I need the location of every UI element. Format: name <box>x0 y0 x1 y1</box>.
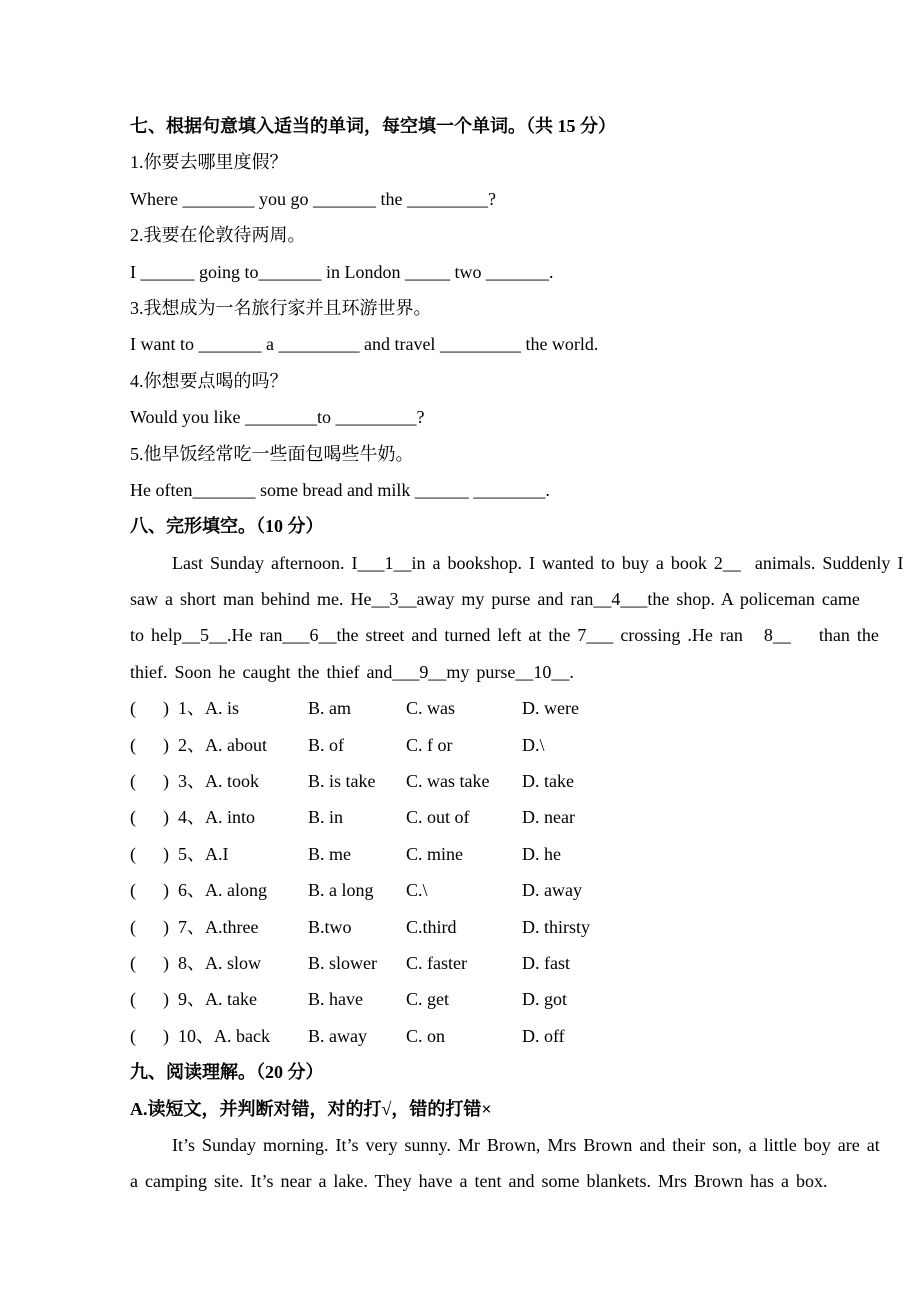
answer-paren: ( ) <box>130 916 169 937</box>
choice-option-c: C. was <box>406 698 455 719</box>
answer-paren: ( ) <box>130 989 169 1010</box>
choice-option-d: D. take <box>522 771 574 792</box>
choice-option-c: C.\ <box>406 880 428 901</box>
fill-blank-sentence-1: Where ________ you go _______ the _________? <box>130 188 496 209</box>
choice-option-a: A. take <box>205 989 257 1010</box>
choice-option-d: D. thirsty <box>522 916 591 937</box>
choice-option-b: B. slower <box>308 952 377 973</box>
choice-option-d: D. away <box>522 880 582 901</box>
choice-option-a: A. took <box>205 771 259 792</box>
cloze-passage-line-1: Last Sunday afternoon. I___1__in a bookshop. I wanted to buy a book 2__ animals. Suddenly I <box>130 552 904 573</box>
choice-option-a: A. slow <box>205 952 262 973</box>
choice-option-d: D. fast <box>522 952 570 973</box>
choice-option-d: D. he <box>522 843 561 864</box>
choice-option-d: D. near <box>522 807 575 828</box>
cloze-choice-row-2 <box>130 727 864 763</box>
answer-paren: ( ) <box>130 843 169 864</box>
choice-option-c: C. faster <box>406 952 467 973</box>
choice-option-b: B. away <box>308 1025 367 1046</box>
choice-option-a: A.three <box>205 916 259 937</box>
choice-option-a: A. into <box>205 807 256 828</box>
cloze-choice-row-5 <box>130 836 864 872</box>
cloze-choice-row-8 <box>130 945 864 981</box>
fill-blank-sentence-5: He often_______ some bread and milk ______ ________. <box>130 479 550 500</box>
answer-paren: ( ) <box>130 880 169 901</box>
question-prompt-cn-1: 1.你要去哪里度假？ <box>130 152 288 173</box>
answer-paren: ( ) <box>130 734 169 755</box>
choice-option-d: D. got <box>522 989 567 1010</box>
choice-option-c: C. was take <box>406 771 490 792</box>
cloze-choice-row-6 <box>130 872 864 908</box>
question-prompt-cn-4: 4.你想要点喝的吗？ <box>130 370 288 391</box>
choice-option-a: A. back <box>214 1025 270 1046</box>
choice-option-b: B. have <box>308 989 363 1010</box>
choice-option-a: A. along <box>205 880 267 901</box>
cloze-choice-row-7 <box>130 909 864 945</box>
cloze-passage-line-3: to help__5__.He ran___6__the street and turned left at the 7___ crossing .He ran 8__ than the <box>130 625 879 646</box>
choice-option-d: D. were <box>522 698 579 719</box>
choice-option-b: B.two <box>308 916 352 937</box>
reading-passage-line-1: It’s Sunday morning. It’s very sunny. Mr Brown, Mrs Brown and their son, a little boy are at <box>130 1134 880 1155</box>
choice-option-a: A.I <box>205 843 229 864</box>
choice-option-d: D. off <box>522 1025 565 1046</box>
cloze-choice-row-4 <box>130 799 864 835</box>
choice-option-b: B. am <box>308 698 351 719</box>
choice-option-c: C. out of <box>406 807 470 828</box>
cloze-choice-row-3 <box>130 763 864 799</box>
section8-heading: 八、完形填空。（10 分） <box>130 516 324 537</box>
choice-number: 4、 <box>178 807 205 828</box>
choice-number: 1、 <box>178 698 205 719</box>
choice-option-a: A. is <box>205 698 240 719</box>
fill-blank-sentence-2: I ______ going to_______ in London _____ two _______. <box>130 261 554 282</box>
section7-heading: 七、根据句意填入适当的单词，每空填一个单词。（共 15 分） <box>130 116 616 136</box>
choice-option-d: D.\ <box>522 734 545 755</box>
choice-option-b: B. of <box>308 734 344 755</box>
answer-paren: ( ) <box>130 771 169 792</box>
cloze-passage-line-4: thief. Soon he caught the thief and___9__my purse__10__. <box>130 661 574 682</box>
answer-paren: ( ) <box>130 1025 169 1046</box>
choice-option-c: C.third <box>406 916 457 937</box>
answer-paren: ( ) <box>130 698 169 719</box>
answer-paren: ( ) <box>130 952 169 973</box>
question-prompt-cn-5: 5.他早饭经常吃一些面包喝些牛奶。 <box>130 443 414 464</box>
choice-number: 3、 <box>178 771 205 792</box>
choice-number: 2、 <box>178 734 205 755</box>
question-prompt-cn-2: 2.我要在伦敦待两周。 <box>130 225 306 246</box>
choice-option-b: B. me <box>308 843 351 864</box>
choice-option-c: C. get <box>406 989 449 1010</box>
choice-number: 6、 <box>178 880 205 901</box>
choice-option-a: A. about <box>205 734 267 755</box>
section9-instructions: A.读短文，并判断对错，对的打√，错的打错× <box>130 1098 492 1119</box>
choice-number: 10、 <box>178 1025 214 1046</box>
choice-number: 5、 <box>178 843 205 864</box>
choice-option-b: B. is take <box>308 771 376 792</box>
fill-blank-sentence-3: I want to _______ a _________ and travel _________ the world. <box>130 334 599 355</box>
cloze-choice-row-1 <box>130 690 864 726</box>
choice-option-b: B. a long <box>308 880 374 901</box>
choice-number: 9、 <box>178 989 205 1010</box>
fill-blank-sentence-4: Would you like ________to _________? <box>130 407 425 428</box>
choice-number: 8、 <box>178 952 205 973</box>
choice-option-b: B. in <box>308 807 344 828</box>
choice-option-c: C. on <box>406 1025 446 1046</box>
answer-paren: ( ) <box>130 807 169 828</box>
cloze-choice-row-9 <box>130 981 864 1017</box>
question-prompt-cn-3: 3.我想成为一名旅行家并且环游世界。 <box>130 297 432 318</box>
cloze-choice-row-10 <box>130 1018 864 1054</box>
reading-passage-line-2: a camping site. It’s near a lake. They have a tent and some blankets. Mrs Brown has a box. <box>130 1171 828 1192</box>
choice-number: 7、 <box>178 916 205 937</box>
section9-heading: 九、阅读理解。（20 分） <box>130 1062 324 1083</box>
cloze-passage-line-2: saw a short man behind me. He__3__away my purse and ran__4___the shop. A policeman came <box>130 589 860 610</box>
choice-option-c: C. mine <box>406 843 463 864</box>
choice-option-c: C. f or <box>406 734 453 755</box>
